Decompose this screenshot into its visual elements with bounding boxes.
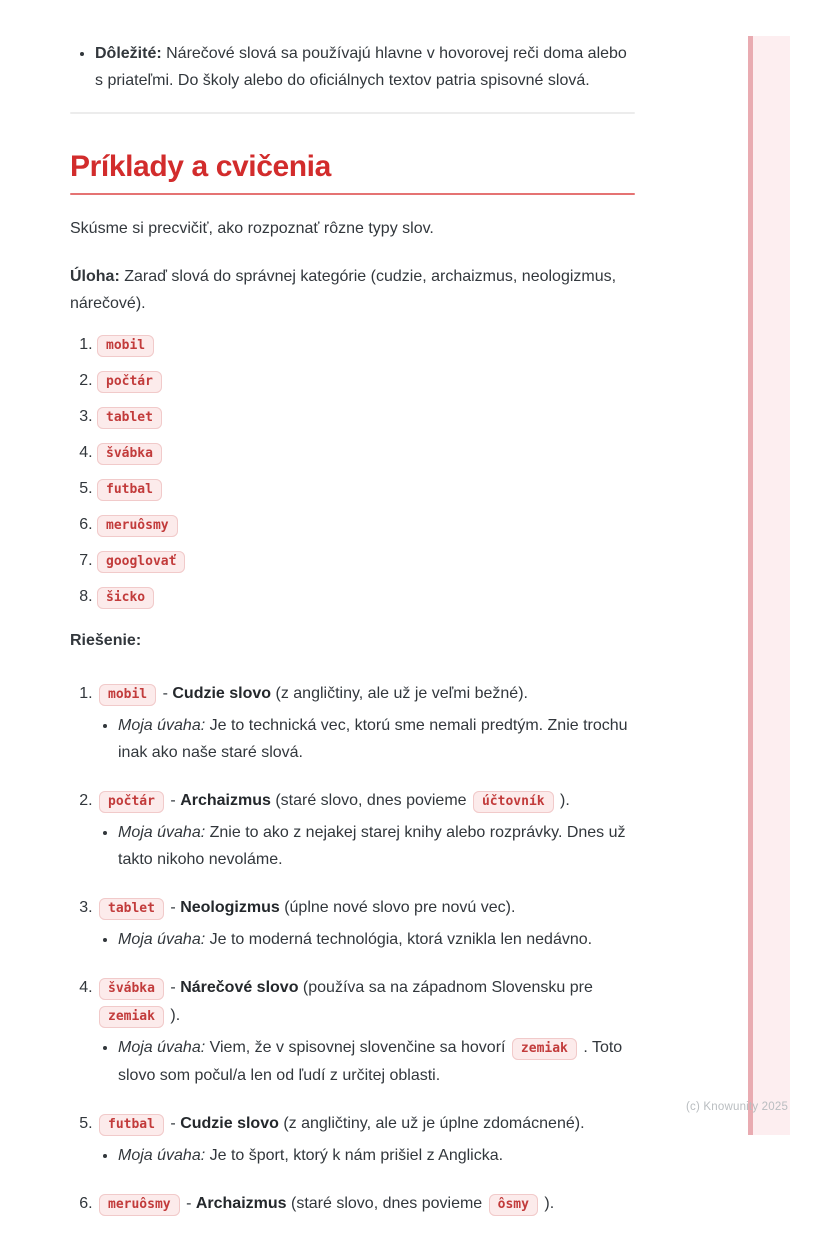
- reasoning-item: [118, 926, 635, 953]
- reasoning-item: [118, 819, 635, 873]
- word-badge: mobil: [97, 335, 154, 357]
- inline-code-badge: švábka: [99, 978, 164, 1000]
- word-list-item: [97, 477, 635, 502]
- title-underline: [70, 193, 635, 195]
- reasoning-list: [97, 1142, 635, 1169]
- text-run: Je to technická vec, ktorú sme nemali predtým. Znie trochu inak ako naše staré slová.: [118, 717, 628, 761]
- solution-item: [97, 1190, 635, 1218]
- solution-item: [97, 680, 635, 766]
- solution-item: [97, 974, 635, 1089]
- text-run: Viem, že v spisovnej slovenčine sa hovorí: [205, 1039, 510, 1056]
- reasoning-item: [118, 1142, 635, 1169]
- intro-paragraph: Skúsme si precvičiť, ako rozpoznať rôzne typy slov.: [70, 220, 434, 237]
- italic-lead: Moja úvaha:: [118, 931, 206, 948]
- text-run: -: [165, 792, 181, 809]
- inline-code-badge: zemiak: [99, 1006, 164, 1028]
- document-content: [70, 40, 635, 1239]
- solution-line: [97, 974, 635, 1030]
- word-badge: šicko: [97, 587, 154, 609]
- section-title: Príklady a cvičenia: [70, 150, 331, 183]
- solution-list: [70, 680, 635, 1218]
- solution-heading: Riešenie:: [70, 632, 142, 649]
- solution-line: [97, 1190, 635, 1218]
- bold-category: Cudzie slovo: [172, 685, 272, 702]
- text-run: ).: [539, 1195, 555, 1212]
- inline-code-badge: účtovník: [473, 791, 554, 813]
- bold-category: Cudzie slovo: [180, 1115, 279, 1132]
- text-run: Je to moderná technológia, ktorá vznikla len nedávno.: [205, 931, 593, 948]
- section-divider: [70, 112, 635, 114]
- task-text: Zaraď slová do správnej kategórie (cudzie, archaizmus, neologizmus, nárečové).: [70, 268, 617, 312]
- bold-category: Neologizmus: [180, 899, 280, 916]
- text-run: (staré slovo, dnes povieme: [270, 792, 471, 809]
- inline-code-badge: počtár: [99, 791, 164, 813]
- reasoning-item: [118, 712, 635, 766]
- solution-line: [97, 787, 635, 815]
- bold-category: Archaizmus: [180, 792, 271, 809]
- watermark: (c) Knowunity 2025: [686, 1101, 789, 1113]
- task-paragraph: [70, 263, 635, 317]
- word-list-item: [97, 369, 635, 394]
- note-text: Nárečové slová sa používajú hlavne v hovorovej reči doma alebo s priateľmi. Do školy alebo do oficiálnych textov patria spisovné slová.: [95, 45, 627, 89]
- solution-line: [97, 1110, 635, 1138]
- reasoning-list: [97, 819, 635, 873]
- task-lead: Úloha:: [70, 268, 120, 285]
- solution-item: [97, 787, 635, 873]
- word-list-item: [97, 585, 635, 610]
- word-list-item: [97, 549, 635, 574]
- text-run: -: [158, 685, 173, 702]
- solution-item: [97, 1110, 635, 1169]
- note-lead: Dôležité:: [95, 45, 162, 62]
- inline-code-badge: futbal: [99, 1114, 164, 1136]
- reasoning-list: [97, 926, 635, 953]
- word-list-item: [97, 333, 635, 358]
- bold-category: Archaizmus: [195, 1195, 287, 1212]
- text-run: (používa sa na západnom Slovensku pre: [298, 979, 593, 996]
- text-run: (z angličtiny, ale už je úplne zdomácnené).: [278, 1115, 585, 1132]
- word-list-item: [97, 441, 635, 466]
- italic-lead: Moja úvaha:: [118, 1147, 206, 1164]
- word-badge: meruôsmy: [97, 515, 178, 537]
- text-run: -: [165, 1115, 181, 1132]
- text-run: Znie to ako z nejakej starej knihy alebo rozprávky. Dnes už takto nikoho nevoláme.: [118, 824, 626, 868]
- reasoning-list: [97, 1034, 635, 1089]
- text-run: (staré slovo, dnes povieme: [286, 1195, 487, 1212]
- important-note-list: [70, 40, 635, 94]
- italic-lead: Moja úvaha:: [118, 824, 206, 841]
- text-run: -: [165, 899, 181, 916]
- text-run: ).: [555, 792, 570, 809]
- bold-category: Nárečové slovo: [180, 979, 299, 996]
- italic-lead: Moja úvaha:: [118, 717, 206, 734]
- text-run: ).: [165, 1007, 181, 1024]
- reasoning-item: [118, 1034, 635, 1089]
- italic-lead: Moja úvaha:: [118, 1039, 206, 1056]
- page-edge-rule: [748, 36, 753, 1135]
- inline-code-badge: zemiak: [512, 1038, 577, 1060]
- text-run: -: [181, 1195, 196, 1212]
- reasoning-list: [97, 712, 635, 766]
- word-badge: švábka: [97, 443, 162, 465]
- word-list: [70, 333, 635, 610]
- solution-line: [97, 680, 635, 708]
- text-run: (z angličtiny, ale už je veľmi bežné).: [271, 685, 528, 702]
- inline-code-badge: tablet: [99, 898, 164, 920]
- text-run: (úplne nové slovo pre novú vec).: [279, 899, 516, 916]
- text-run: -: [165, 979, 181, 996]
- page-edge-band: [753, 36, 790, 1135]
- solution-item: [97, 894, 635, 953]
- inline-code-badge: meruôsmy: [99, 1194, 180, 1216]
- word-badge: futbal: [97, 479, 162, 501]
- important-note-item: [95, 40, 635, 94]
- word-badge: tablet: [97, 407, 162, 429]
- inline-code-badge: mobil: [99, 684, 156, 706]
- solution-line: [97, 894, 635, 922]
- word-badge: googlovať: [97, 551, 185, 573]
- text-run: . Toto slovo som počul/a len od ľudí z určitej oblasti.: [118, 1039, 623, 1084]
- text-run: Je to šport, ktorý k nám prišiel z Anglicka.: [205, 1147, 504, 1164]
- word-list-item: [97, 405, 635, 430]
- word-list-item: [97, 513, 635, 538]
- word-badge: počtár: [97, 371, 162, 393]
- inline-code-badge: ôsmy: [489, 1194, 538, 1216]
